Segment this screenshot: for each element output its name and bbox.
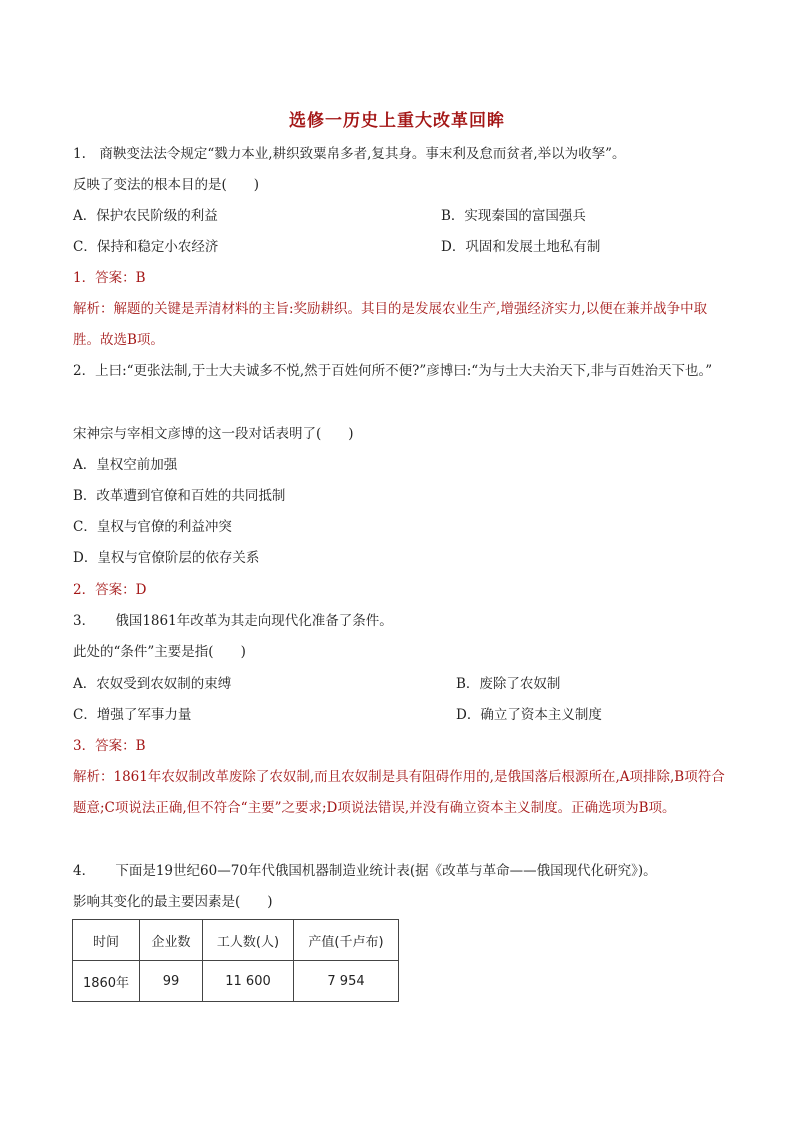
- q1-answer: 1．答案：B: [73, 270, 146, 286]
- q3-option-a: A．农奴受到农奴制的束缚: [73, 676, 232, 692]
- q2-option-c: C．皇权与官僚的利益冲突: [73, 519, 232, 535]
- q4-prompt: 影响其变化的最主要因素是( ): [73, 894, 273, 910]
- table-header-cell: 企业数: [140, 920, 203, 961]
- table-header-row: [73, 920, 399, 961]
- q3-option-b: B．废除了农奴制: [456, 676, 561, 692]
- q3-stem: 3． 俄国1861年改革为其走向现代化准备了条件。: [73, 613, 393, 629]
- q3-option-c: C．增强了军事力量: [73, 707, 192, 723]
- q2-prompt: 宋神宗与宰相文彦博的这一段对话表明了( ): [73, 426, 354, 442]
- q1-option-a: A．保护农民阶级的利益: [73, 208, 218, 224]
- q2-stem: 2．上曰:“更张法制,于士大夫诚多不悦,然于百姓何所不便?”彦博曰:“为与士大夫治天下,非与百姓治天下也。”: [73, 363, 713, 379]
- table-cell: 99: [140, 961, 203, 1002]
- q3-option-d: D．确立了资本主义制度: [456, 707, 602, 723]
- q2-option-d: D．皇权与官僚阶层的依存关系: [73, 550, 260, 566]
- q2-option-b: B．改革遭到官僚和百姓的共同抵制: [73, 488, 286, 504]
- q3-prompt: 此处的“条件”主要是指( ): [73, 644, 246, 660]
- statistics-table: [72, 919, 399, 1002]
- q3-analysis: 解析：1861年农奴制改革废除了农奴制,而且农奴制是具有阻碍作用的,是俄国落后根源所在,A项排除,B项符合题意;C项说法正确,但不符合“主要”之要求;D项说法错误,并没有确立资本主义制度。正确选项为B项。: [73, 769, 725, 816]
- page-title: 选修一历史上重大改革回眸: [289, 111, 505, 131]
- table-header-cell: 工人数(人): [203, 920, 294, 961]
- table-cell: 1860年: [73, 961, 140, 1002]
- table-header-cell: 产值(千卢布): [294, 920, 399, 961]
- table-header-cell: 时间: [73, 920, 140, 961]
- q1-option-c: C．保持和稳定小农经济: [73, 239, 219, 255]
- q3-answer: 3．答案：B: [73, 738, 146, 754]
- q1-prompt: 反映了变法的根本目的是( ): [73, 177, 260, 193]
- q1-option-b: B．实现秦国的富国强兵: [441, 208, 586, 224]
- table-cell: 11 600: [203, 961, 294, 1002]
- table-row: [73, 961, 399, 1002]
- q1-analysis: 解析：解题的关键是弄清材料的主旨:奖励耕织。其目的是发展农业生产,增强经济实力,以便在兼并战争中取胜。故选B项。: [73, 301, 708, 348]
- table-cell: 7 954: [294, 961, 399, 1002]
- q2-answer: 2．答案：D: [73, 582, 147, 598]
- q1-option-d: D．巩固和发展土地私有制: [441, 239, 601, 255]
- q4-stem: 4． 下面是19世纪60—70年代俄国机器制造业统计表(据《改革与革命——俄国现代化研究》)。: [73, 863, 657, 879]
- q1-stem: 1. 商鞅变法法令规定“戮力本业,耕织致粟帛多者,复其身。事末利及怠而贫者,举以为收孥”。: [73, 146, 626, 162]
- q2-option-a: A．皇权空前加强: [73, 457, 178, 473]
